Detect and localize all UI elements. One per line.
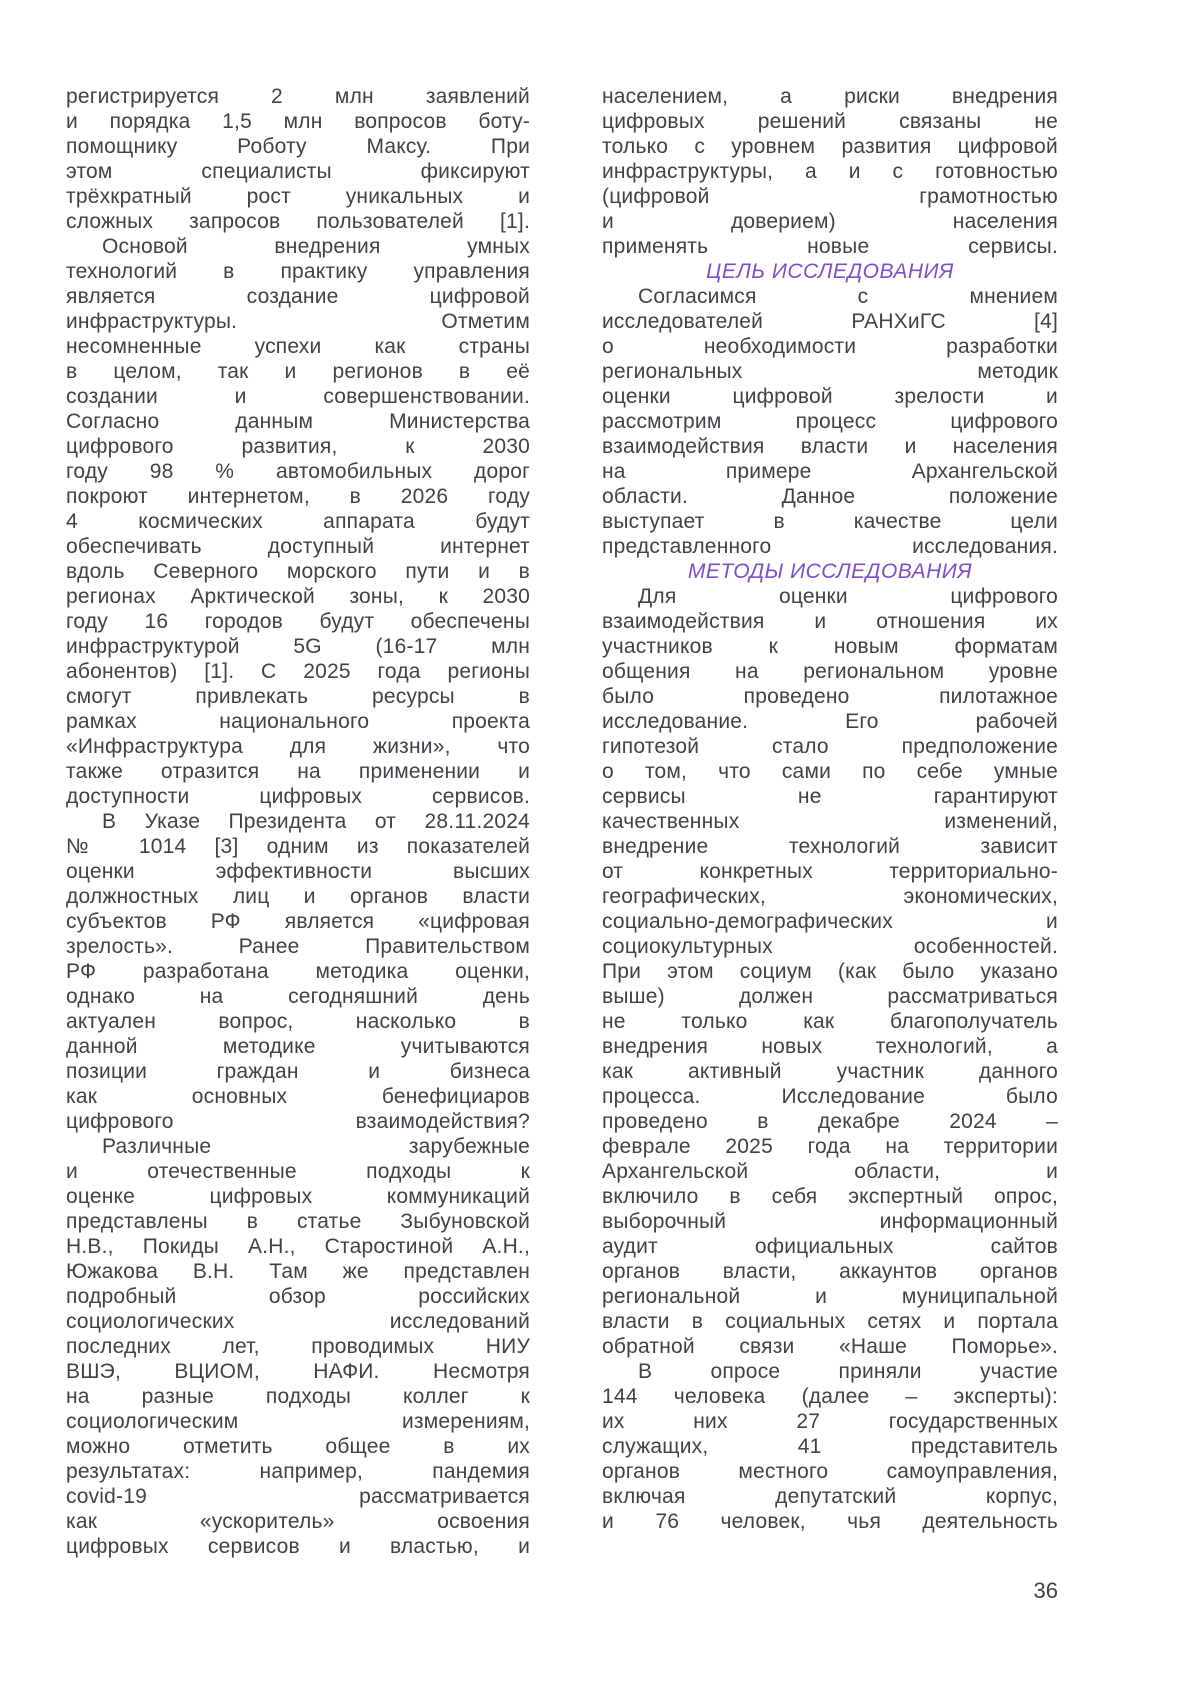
text-line: смогут привлекать ресурсы в [66,685,530,708]
text-line: только с уровнем развития цифровой [602,135,1058,158]
text-line: Согласимся с мнением [638,285,1058,308]
text-line: сервисы не гарантируют [602,785,1058,808]
text-line: Архангельской области, и [602,1160,1058,1183]
text-line: оценки цифровой зрелости и [602,385,1058,408]
text-line: сложных запросов пользователей [1]. [66,210,530,233]
text-line: оценке цифровых коммуникаций [66,1185,530,1208]
text-line: однако на сегодняшний день [66,985,530,1008]
text-line: цифровых решений связаны не [602,110,1058,133]
text-line: и доверием) населения [602,210,1058,233]
text-line: и порядка 1,5 млн вопросов боту- [66,110,530,133]
text-line: взаимодействия власти и населения [602,435,1058,458]
text-line: Н.В., Покиды А.Н., Старостиной А.Н., [66,1235,530,1258]
text-line: обратной связи «Наше Поморье». [602,1335,1058,1358]
text-line: создании и совершенствовании. [66,385,530,408]
text-line: не только как благополучатель [602,1010,1058,1033]
text-line: было проведено пилотажное [602,685,1058,708]
text-line: также отразится на применении и [66,760,530,783]
text-line: органов власти, аккаунтов органов [602,1260,1058,1283]
section-heading: МЕТОДЫ ИССЛЕДОВАНИЯ [687,560,973,583]
text-line: доступности цифровых сервисов. [66,785,530,808]
text-line: власти в социальных сетях и портала [602,1310,1058,1333]
text-line: и 76 человек, чья деятельность [602,1510,1058,1533]
text-line: о том, что сами по себе умные [602,760,1058,783]
text-line: При этом социум (как было указано [602,960,1058,983]
text-line: как активный участник данного [602,1060,1058,1083]
text-line: регистрируется 2 млн заявлений [66,85,530,108]
text-line: органов местного самоуправления, [602,1460,1058,1483]
text-line: субъектов РФ является «цифровая [66,910,530,933]
text-line: социологических исследований [66,1310,530,1333]
text-line: можно отметить общее в их [66,1435,530,1458]
text-line: актуален вопрос, насколько в [66,1010,530,1033]
text-line: участников к новым форматам [602,635,1058,658]
text-line: представленного исследования. [602,535,1058,558]
text-line: исследование. Его рабочей [602,710,1058,733]
text-line: гипотезой стало предположение [602,735,1058,758]
text-line: Различные зарубежные [102,1135,530,1158]
text-line: году 98 % автомобильных дорог [66,460,530,483]
text-line: 144 человека (далее – эксперты): [602,1385,1058,1408]
right-column [602,84,1058,1534]
text-line: на разные подходы коллег к [66,1385,530,1408]
text-line: о необходимости разработки [602,335,1058,358]
text-line: регионах Арктической зоны, к 2030 [66,585,530,608]
text-line: зрелость». Ранее Правительством [66,935,530,958]
text-line: позиции граждан и бизнеса [66,1060,530,1083]
text-line: включая депутатский корпус, [602,1485,1058,1508]
text-line: покроют интернетом, в 2026 году [66,485,530,508]
text-line: Основой внедрения умных [102,235,530,258]
text-line: феврале 2025 года на территории [602,1135,1058,1158]
text-line: исследователей РАНХиГС [4] [602,310,1058,333]
text-line: несомненные успехи как страны [66,335,530,358]
text-line: как «ускоритель» освоения [66,1510,530,1533]
text-line: взаимодействия и отношения их [602,610,1058,633]
text-line: Южакова В.Н. Там же представлен [66,1260,530,1283]
text-line: применять новые сервисы. [602,235,1058,258]
text-line: внедрение технологий зависит [602,835,1058,858]
text-line: рассмотрим процесс цифрового [602,410,1058,433]
text-line: социально-демографических и [602,910,1058,933]
text-line: является создание цифровой [66,285,530,308]
text-line: цифрового развития, к 2030 [66,435,530,458]
text-line: служащих, 41 представитель [602,1435,1058,1458]
left-column [66,84,530,1559]
text-line: обеспечивать доступный интернет [66,535,530,558]
text-line: подробный обзор российских [66,1285,530,1308]
text-line: внедрения новых технологий, а [602,1035,1058,1058]
text-line: социокультурных особенностей. [602,935,1058,958]
text-line: трёхкратный рост уникальных и [66,185,530,208]
text-line: этом специалисты фиксируют [66,160,530,183]
text-line: вдоль Северного морского пути и в [66,560,530,583]
text-line: области. Данное положение [602,485,1058,508]
text-line: процесса. Исследование было [602,1085,1058,1108]
text-line: региональной и муниципальной [602,1285,1058,1308]
text-line: инфраструктуры, а и с готовностью [602,160,1058,183]
text-line: географических, экономических, [602,885,1058,908]
text-line: аудит официальных сайтов [602,1235,1058,1258]
text-line: рамках национального проекта [66,710,530,733]
text-line: населением, а риски внедрения [602,85,1058,108]
text-line: В опросе приняли участие [638,1360,1058,1383]
text-line: инфраструктурой 5G (16-17 млн [66,635,530,658]
text-line: социологическим измерениям, [66,1410,530,1433]
text-line: № 1014 [3] одним из показателей [66,835,530,858]
text-line: выше) должен рассматриваться [602,985,1058,1008]
text-line: (цифровой грамотностью [602,185,1058,208]
text-line: ВШЭ, ВЦИОМ, НАФИ. Несмотря [66,1360,530,1383]
text-line: должностных лиц и органов власти [66,885,530,908]
text-line: Согласно данным Министерства [66,410,530,433]
text-line: 4 космических аппарата будут [66,510,530,533]
text-line: в целом, так и регионов в её [66,360,530,383]
text-line: помощнику Роботу Максу. При [66,135,530,158]
text-line: абонентов) [1]. С 2025 года регионы [66,660,530,683]
text-line: оценки эффективности высших [66,860,530,883]
text-line: цифрового взаимодействия? [66,1110,530,1133]
text-line: на примере Архангельской [602,460,1058,483]
text-line: региональных методик [602,360,1058,383]
text-line: РФ разработана методика оценки, [66,960,530,983]
text-line: представлены в статье Зыбуновской [66,1210,530,1233]
text-line: включило в себя экспертный опрос, [602,1185,1058,1208]
text-line: «Инфраструктура для жизни», что [66,735,530,758]
text-line: качественных изменений, [602,810,1058,833]
text-line: данной методике учитываются [66,1035,530,1058]
text-line: Для оценки цифрового [638,585,1058,608]
text-line: их них 27 государственных [602,1410,1058,1433]
text-line: году 16 городов будут обеспечены [66,610,530,633]
page-number: 36 [1033,1578,1058,1603]
text-line: от конкретных территориально- [602,860,1058,883]
text-line: и отечественные подходы к [66,1160,530,1183]
section-heading: ЦЕЛЬ ИССЛЕДОВАНИЯ [706,260,954,283]
text-line: результатах: например, пандемия [66,1460,530,1483]
text-line: В Указе Президента от 28.11.2024 [102,810,530,833]
text-line: инфраструктуры. Отметим [66,310,530,333]
text-line: выступает в качестве цели [602,510,1058,533]
text-line: как основных бенефициаров [66,1085,530,1108]
text-line: технологий в практику управления [66,260,530,283]
text-line: выборочный информационный [602,1210,1058,1233]
text-line: цифровых сервисов и властью, и [66,1535,530,1558]
text-line: последних лет, проводимых НИУ [66,1335,530,1358]
text-line: covid-19 рассматривается [66,1485,530,1508]
text-line: проведено в декабре 2024 – [602,1110,1058,1133]
text-line: общения на региональном уровне [602,660,1058,683]
